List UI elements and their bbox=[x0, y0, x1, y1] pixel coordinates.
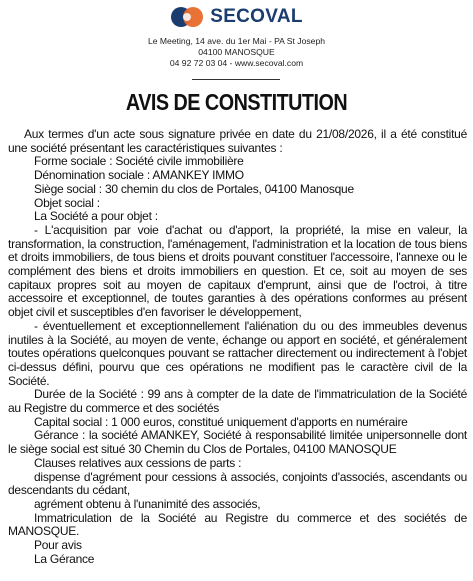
brand-name: SECOVAL bbox=[210, 6, 303, 27]
phone-website-line: 04 92 72 03 04 - www.secoval.com bbox=[169, 58, 304, 68]
purpose-item-acquisition: - L'acquisition par voie d'achat ou d'apport, la propriété, la mise en valeur, la transformation, la construction, l'aménagement, l'administration et la location de tous biens et droits immobiliers, de tous biens et droits pouvant constituer l'accessoire, l'annexe ou le complément des biens et droits immobiliers en question. Et ce, soit au moyen de ses capitaux propres soit au moyen de capitaux d'emprunt, ainsi que de l'octroi, à titre accessoire et exceptionnel, de toutes garanties à des opérations conformes au présent objet civil et susceptibles d'en favoriser le développement, bbox=[8, 222, 467, 320]
notice-signatory: La Gérance bbox=[34, 551, 95, 566]
address-line: Le Meeting, 14 ave. du 1er Mai - PA St Joseph bbox=[147, 36, 326, 46]
approval-unanimity-line: agrément obtenu à l'unanimité des associés, bbox=[34, 496, 261, 511]
secoval-logo-icon bbox=[170, 6, 204, 28]
duration-paragraph: Durée de la Société : 99 ans à compter de la date de l'immatriculation de la Société au Registre du commerce et des sociétés bbox=[8, 387, 467, 416]
postal-line: 04100 MANOSQUE bbox=[198, 47, 275, 57]
share-transfer-heading: Clauses relatives aux cessions de parts : bbox=[34, 455, 242, 470]
intro-paragraph: Aux termes d'un acte sous signature privée en date du 21/08/2026, il a été constitué une société présentant les caractéristiques suivantes : bbox=[8, 127, 467, 155]
management-paragraph: Gérance : la société AMANKEY, Société à responsabilité limitée unipersonnelle dont le siège social est situé 30 Chemin du Clos de Portales, 04100 MANOSQUE bbox=[8, 428, 467, 457]
brand-header bbox=[0, 6, 473, 28]
notice-body bbox=[8, 128, 467, 567]
approval-exemption-paragraph: dispense d'agrément pour cessions à associés, conjoints d'associés, ascendants ou descendants du cédant, bbox=[8, 469, 467, 498]
notice-signoff: Pour avis bbox=[34, 538, 82, 553]
contact-block bbox=[0, 36, 473, 69]
purpose-item-alienation: - éventuellement et exceptionnellement l'aliénation du ou des immeubles devenus inutiles à la Société, au moyen de vente, échange ou apport en société, et généralement toutes opérations quelconques pouvant se rattacher directement ou indirectement à l'objet ci-dessus défini, pourvu que ces opérations ne modifient pas le caractère civil de la Société. bbox=[8, 318, 467, 388]
purpose-heading: Objet social : bbox=[34, 195, 100, 210]
company-name-line: Dénomination sociale : AMANKEY IMMO bbox=[34, 168, 244, 183]
registration-paragraph: Immatriculation de la Société au Registre du commerce et des sociétés de MANOSQUE. bbox=[8, 510, 467, 539]
capital-line: Capital social : 1 000 euros, constitué uniquement d'apports en numéraire bbox=[34, 414, 408, 429]
purpose-intro: La Société a pour objet : bbox=[34, 209, 158, 224]
legal-form-line: Forme sociale : Société civile immobilière bbox=[34, 154, 244, 169]
notice-title: AVIS DE CONSTITUTION bbox=[125, 89, 348, 115]
registered-office-line: Siège social : 30 chemin du clos de Portales, 04100 Manosque bbox=[34, 181, 354, 196]
header-divider bbox=[192, 79, 280, 80]
